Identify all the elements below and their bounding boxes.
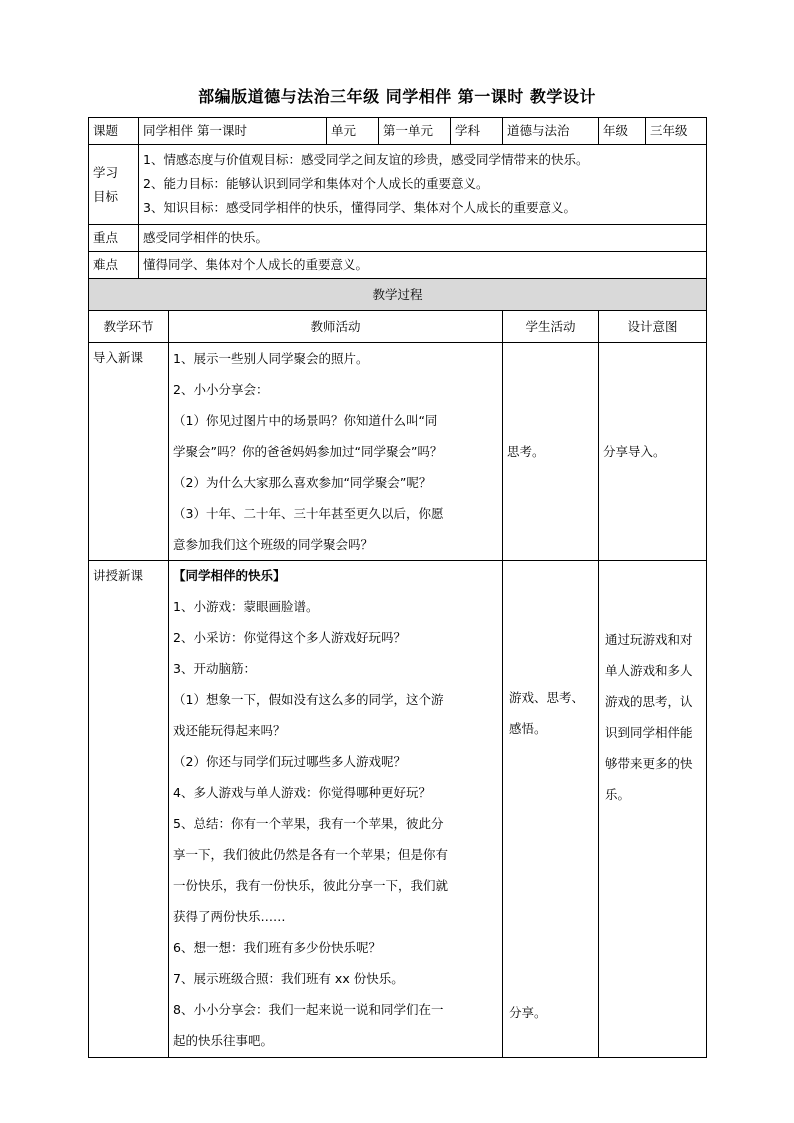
intro-student-activity: 思考。	[503, 343, 599, 561]
subject-value: 道德与法治	[503, 118, 599, 145]
difficulty-label: 难点	[89, 252, 139, 279]
lesson-teacher-activities	[169, 561, 503, 1058]
goal-item: 3、知识目标：感受同学相伴的快乐，懂得同学、集体对个人成长的重要意义。	[143, 200, 576, 215]
column-header-intent: 设计意图	[599, 311, 707, 343]
goals-content	[139, 145, 707, 225]
teacher-step: 3、开动脑筋：	[173, 661, 256, 676]
difficulty-row	[89, 252, 707, 279]
teacher-step: 4、多人游戏与单人游戏：你觉得哪种更好玩？	[173, 785, 431, 800]
intent-line: 识到同学相伴能	[605, 725, 693, 740]
section-title: 【同学相伴的快乐】	[173, 568, 286, 583]
teacher-step: 起的快乐往事吧。	[173, 1033, 274, 1048]
process-columns-row	[89, 311, 707, 343]
difficulty-value: 懂得同学、集体对个人成长的重要意义。	[139, 252, 707, 279]
column-header-teacher: 教师活动	[169, 311, 503, 343]
teacher-step: 5、总结：你有一个苹果，我有一个苹果，彼此分	[173, 816, 444, 831]
goals-label	[89, 145, 139, 225]
teacher-step: 7、展示班级合照：我们班有 xx 份快乐。	[173, 971, 404, 986]
intent-line: 单人游戏和多人	[605, 663, 693, 678]
teacher-step: 1、展示一些别人同学聚会的照片。	[173, 351, 369, 366]
student-activity: 游戏、思考、	[509, 690, 585, 705]
teacher-step: 6、想一想：我们班有多少份快乐呢？	[173, 940, 381, 955]
teacher-step: 1、小游戏：蒙眼画脸谱。	[173, 599, 319, 614]
key-point-row	[89, 225, 707, 252]
intent-line: 够带来更多的快	[605, 756, 693, 771]
intro-teacher-activities	[169, 343, 503, 561]
intent-line: 通过玩游戏和对	[605, 632, 693, 647]
teacher-step: 享一下，我们彼此仍然是各有一个苹果；但是你有	[173, 847, 449, 862]
unit-value: 第一单元	[379, 118, 451, 145]
column-header-stage: 教学环节	[89, 311, 169, 343]
teacher-step: 戏还能玩得起来吗？	[173, 723, 286, 738]
goal-item: 2、能力目标：能够认识到同学和集体对个人成长的重要意义。	[143, 176, 489, 191]
document-title: 部编版道德与法治三年级 同学相伴 第一课时 教学设计	[198, 87, 596, 106]
goals-row	[89, 145, 707, 225]
lesson-plan-table	[88, 117, 707, 1058]
teacher-step: 获得了两份快乐……	[173, 909, 286, 924]
goal-item: 1、情感态度与价值观目标：感受同学之间友谊的珍贵，感受同学情带来的快乐。	[143, 152, 589, 167]
process-heading: 教学过程	[89, 279, 707, 311]
teacher-step: 学聚会”吗？你的爸爸妈妈参加过“同学聚会”吗？	[173, 444, 443, 459]
column-header-student: 学生活动	[503, 311, 599, 343]
grade-value: 三年级	[646, 118, 707, 145]
teacher-step: （1）你见过图片中的场景吗？你知道什么叫“同	[173, 413, 438, 428]
subject-label: 学科	[451, 118, 503, 145]
intro-design-intent: 分享导入。	[599, 343, 707, 561]
grade-label: 年级	[599, 118, 646, 145]
intro-row	[89, 343, 707, 561]
teacher-step: （3）十年、二十年、三十年甚至更久以后，你愿	[173, 506, 444, 521]
teacher-step: （2）你还与同学们玩过哪些多人游戏呢？	[173, 754, 406, 769]
teacher-step: 一份快乐，我有一份快乐，彼此分享一下，我们就	[173, 878, 449, 893]
topic-value: 同学相伴 第一课时	[139, 118, 327, 145]
teacher-step: （2）为什么大家那么喜欢参加“同学聚会”呢？	[173, 475, 432, 490]
teacher-step: 8、小小分享会：我们一起来说一说和同学们在一	[173, 1002, 444, 1017]
lesson-student-activities	[503, 561, 599, 1058]
teacher-step: 2、小小分享会：	[173, 382, 269, 397]
intent-line: 游戏的思考，认	[605, 694, 693, 709]
goals-label-2: 目标	[93, 188, 119, 204]
header-row	[89, 118, 707, 145]
lesson-stage: 讲授新课	[89, 561, 169, 1058]
intro-stage: 导入新课	[89, 343, 169, 561]
unit-label: 单元	[327, 118, 379, 145]
topic-label: 课题	[89, 118, 139, 145]
teacher-step: 2、小采访：你觉得这个多人游戏好玩吗？	[173, 630, 406, 645]
goals-label-1: 学习	[93, 164, 119, 180]
lesson-row	[89, 561, 707, 1058]
student-activity: 分享。	[509, 1005, 547, 1020]
intent-line: 乐。	[605, 787, 631, 802]
process-heading-row	[89, 279, 707, 311]
lesson-design-intent	[599, 561, 707, 1058]
teacher-step: （1）想象一下，假如没有这么多的同学，这个游	[173, 692, 444, 707]
student-activity: 感悟。	[509, 721, 547, 736]
key-point-label: 重点	[89, 225, 139, 252]
teacher-step: 意参加我们这个班级的同学聚会吗？	[173, 537, 374, 552]
key-point-value: 感受同学相伴的快乐。	[139, 225, 707, 252]
